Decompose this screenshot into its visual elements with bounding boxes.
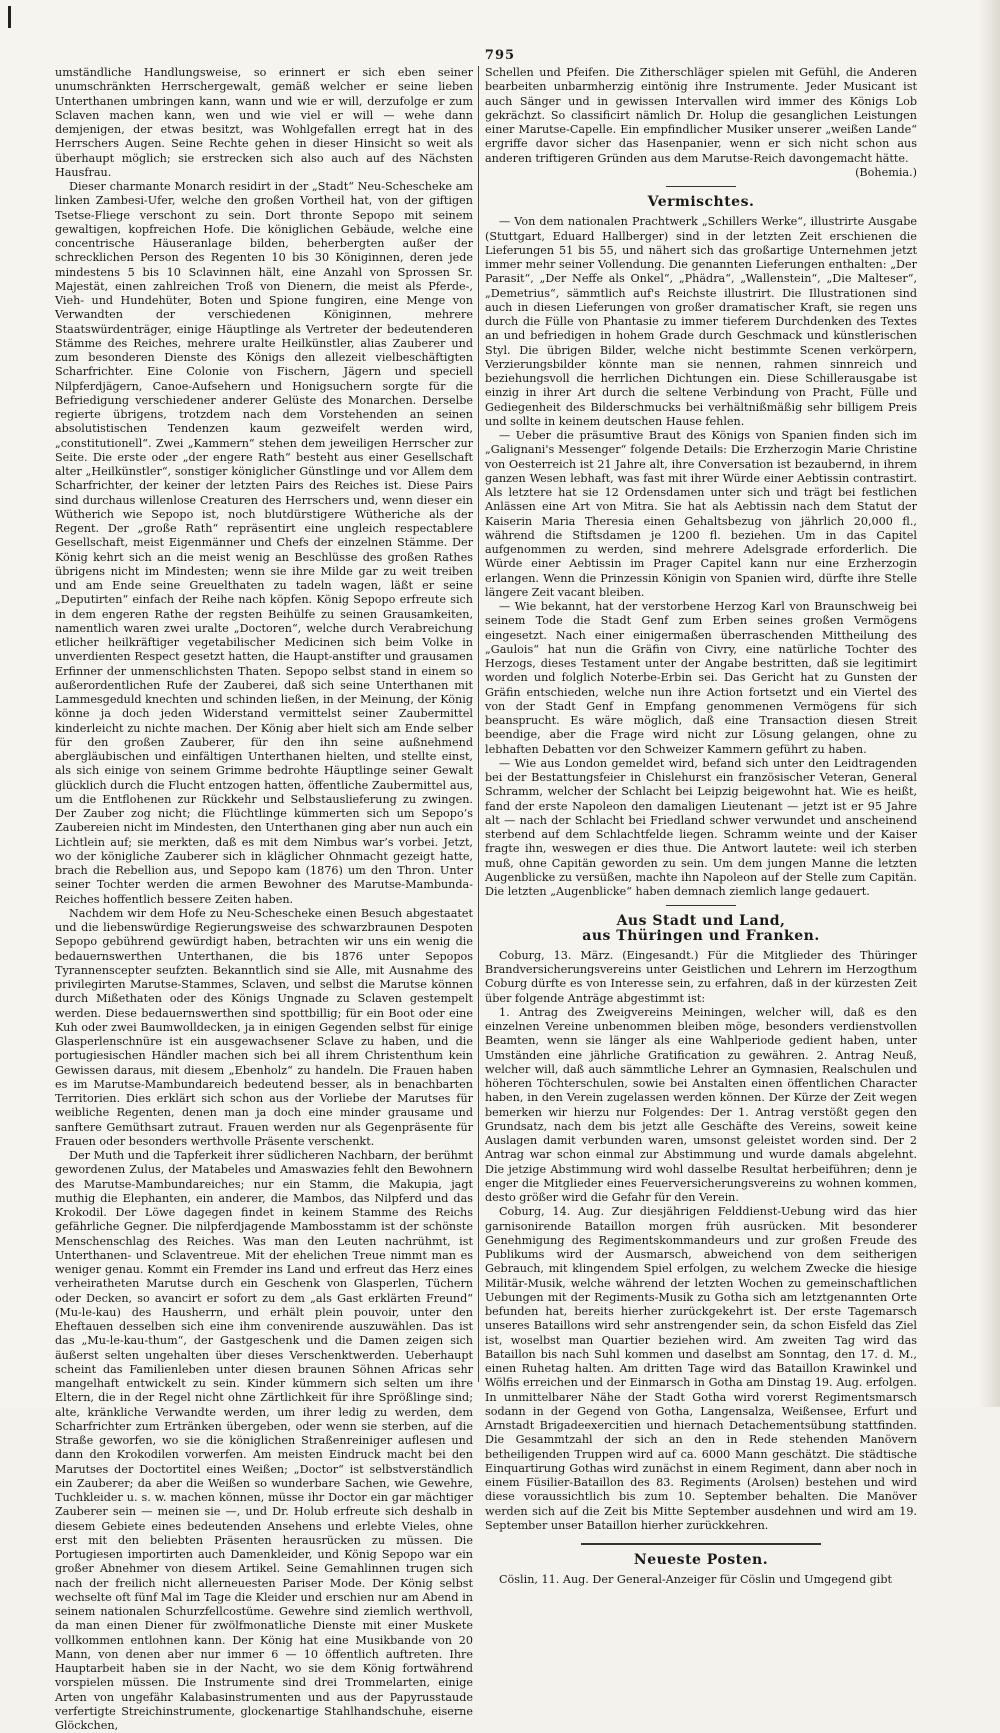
news-item: — Wie bekannt, hat der verstorbene Herzog Karl von Braunschweig bei seinem Tode die Stadt Genf zum Erben seines großen Vermögens eingesetzt. Nach einer einigermaßen überraschenden Mittheilung des „Gaulois“ hat nun die Gräfin von Civry, eine natürliche Tochter des Herzogs, dieses Testament unter der Angabe bestritten, daß sie legitimirt worden und folglich Noterbe-Erbin sei. Das Gericht hat zu Gunsten der Gräfin entschieden, welche nun ihre Action fortsetzt und ein Viertel des von der Stadt Genf in Empfang genommenen Vermögens für sich beansprucht. Es wäre möglich, daß eine Transaction diesen Streit beendige, aber die Frage wird nicht zur Lösung gelangen, ohne zu lebhaften Debatten vor den Schweizer Kammern geführt zu haben. [485, 600, 917, 756]
section-rule-heavy [581, 1543, 821, 1545]
right-intro-paragraph: Schellen und Pfeifen. Die Zitherschläger spielen mit Gefühl, die Anderen bearbeiten unbarmherzig eintönig ihre Instrumente. Jeder Musicant ist auch Sänger und in gewissen Intervallen wird immer des Königs Lob gekrächzt. So classificirt nämlich Dr. Holup die gesanglichen Leistungen einer Marutse-Capelle. Ein empfindlicher Musiker unserer „weißen Lande“ ergriffe davor sicher das Hasenpanier, wenn er sich nicht schon aus anderen triftigeren Gründen aus dem Marutse-Reich davongemacht hätte. [485, 66, 917, 165]
section-title-vermischtes: Vermischtes. [647, 194, 755, 210]
left-paragraph: Der Muth und die Tapferkeit ihrer südlicheren Nachbarn, der berühmt gewordenen Zulus, der Matabeles und Amaswazies fehlt den Bewohnern des Marutse-Mambundareiches; nur ein Stamm, die Makupia, jagt muthig die Elephanten, ein anderer, die Mambos, das Nilpferd und das Krokodil. Der Löwe dagegen findet in keinem Stamme des Reichs gefährliche Gegner. Die nilpferdjagende Mambosstamm ist der schönste Menschenschlag des Reiches. Was man den Leuten nachrühmt, ist Unterthanen- und Sclaventreue. Mit der ehelichen Treue nimmt man es weniger genau. Kommt ein Fremder ins Land und erfreut das Herz eines verheiratheten Marutse durch ein Geschenk von Glasperlen, Tüchern oder Decken, so avancirt er sofort zu dem „als Gast erklärten Freund“ (Mu-le-kau) des Hausherrn, und erhält plein pouvoir, unter den Eheftauen desselben sich eine ihm convenirende auszuwählen. Das ist das „Mu-le-kau-thum“, der Gastgeschenk und die Damen zeigen sich äußerst selten ungehalten über dieses Verschenktwerden. Ueberhaupt scheint das Familienleben unter diesen braunen Söhnen Africas sehr mangelhaft entwickelt zu sein. Kinder kümmern sich selten um ihre Eltern, die in der Regel nicht ohne Zärtlichkeit für ihre Sprößlinge sind; alte, kränkliche Verwandte werden, um ihrer ledig zu werden, dem Scharfrichter zum Ertränken übergeben, oder wenn sie sterben, auf die Straße geworfen, wo sie die königlichen Straßenreiniger auflesen und dann den Krokodilen vorwerfen. Am meisten Eindruck macht bei den Marutses der Doctortitel eines Weißen; „Doctor“ ist selbstverständlich ein Zauberer; da aber die Weißen so wunderbare Sachen, wie Gewehre, Tuchkleider u. s. w. machen können, müsse ihr Doctor ein gar mächtiger Zauberer sein — meinen sie —, und Dr. Holub erfreute sich deshalb in diesem Gebiete eines bedeutenden Ansehens und erlebte Vieles, ohne erst mit den beliebten Präsenten herausrücken zu müssen. Die Portugiesen importirten auch Damenkleider, und König Sepopo war ein großer Abnehmer von diesem Artikel. Seine Gemahlinnen trugen sich nach der freilich nicht allerneuesten Pariser Mode. Der König selbst wechselte oft fünf Mal im Tage die Kleider und erschien nur am Abend in seinem nationalen Schurzfellcostüme. Gewehre sind ziemlich werthvoll, da man einen Diener für zwölfmonatliche Dienste mit einer Muskete vollkommen entlohnen kann. Der König hat eine Musikbande von 20 Mann, von denen aber nur immer 6 — 10 öffentlich auftreten. Ihre Hauptarbeit haben sie in der Nacht, wo sie dem König fortwährend vorspielen müssen. Die Instrumente sind drei Trommelarten, einige Arten von ungefähr Kalabasinstrumenten und aus der Papyrusstaude verfertigte Streichinstrumente, glockenartige Stahlhandschuhe, eiserne Glöckchen, [55, 1149, 473, 1732]
news-item: 1. Antrag des Zweigvereins Meiningen, welcher will, daß es den einzelnen Vereine unbenommen bleiben möge, besonders verdienstvollen Beamten, wenn sie länger als eine Wahlperiode gedient haben, unter Umständen eine jährliche Gratification zu gewähren. 2. Antrag Neuß, welcher will, daß auch sämmtliche Lehrer an Gymnasien, Realschulen und höheren Töchterschulen, sowie bei Anstalten einen öffentlichen Character haben, in den Verein zugelassen werden können. Der Kürze der Zeit wegen bemerken wir hierzu nur Folgendes: Der 1. Antrag verstößt gegen den Grundsatz, nach dem bis jetzt alle Geschäfte des Vereins, soweit keine Auslagen damit verbunden waren, umsonst geleistet worden sind. Der 2 Antrag war schon einmal zur Abstimmung und wurde damals abgelehnt. Die jetzige Abstimmung wird wohl dasselbe Resultat herbeiführen; denn je enger die Mitglieder eines Feuerversicherungsvereins zu wohnen kommen, desto größer wird die Gefahr für den Verein. [485, 1005, 917, 1204]
section-title-thueringen: aus Thüringen und Franken. [582, 927, 820, 944]
news-item: Coburg, 14. Aug. Zur diesjährigen Felddienst-Uebung wird das hier garnisonirende Bataillon morgen früh ausrücken. Mit besonderer Genehmigung des Regimentskommandeurs und zur großen Freude des Publikums wird der Ausmarsch, abweichend von dem seitherigen Gebrauch, mit klingendem Spiel erfolgen, zu welchem Zwecke die hiesige Militär-Musik, welche während der letzten Wochen zu gemeinschaftlichen Uebungen mit der Regiments-Musik zu Gotha sich am letztgenannten Orte befunden hat, bereits hierher zurückgekehrt ist. Der erste Tagemarsch unseres Bataillons wird sehr anstrengender sein, da schon Eisfeld das Ziel ist, woselbst man Quartier beziehen wird. Am zweiten Tag wird das Bataillon bis nach Suhl kommen und daselbst am Sonntag, den 17. d. M., einen Ruhetag halten. Am dritten Tage wird das Bataillon Krawinkel und Wölfis erreichen und der Einmarsch in Gotha am Dinstag 19. Aug. erfolgen. In unmittelbarer Nähe der Stadt Gotha wird vorerst Regimentsmarsch sodann in der Gegend von Gotha, Langensalza, Weißensee, Erfurt und Arnstadt Brigadeexercitien und hiernach Detachementsübung stattfinden. Die Gesammtzahl der sich an den in Rede stehenden Manövern betheiligenden Truppen wird auf ca. 6000 Mann geschätzt. Die städtische Einquartirung Gothas wird zunächst in einem Regiment, dann aber noch in einem Füsilier-Bataillon des 83. Regiments (Arolsen) bestehen und wird diese voraussichtlich bis zum 10. September behalten. Die Manöver werden sich auf die Zeit bis Mitte September ausdehnen und wird am 19. September unser Bataillon hierher zurückkehren. [485, 1205, 917, 1532]
right-column [485, 66, 917, 1587]
left-paragraph: Nachdem wir dem Hofe zu Neu-Schescheke einen Besuch abgestaatet und die liebenswürdige Regierungsweise des schwarzbraunen Despoten Sepopo gebührend gewürdigt haben, betrachten wir uns ein wenig die bedauernswerthen Unterthanen, die bis 1876 unter Sepopos Tyrannenscepter seufzten. Bekanntlich sind sie Alle, mit Ausnahme des privilegirten Marutse-Stammes, Sclaven, und selbst die Marutse können durch Mißethaten oder des Königs Ungnade zu Sclaven gestempelt werden. Diese bedauernswerthen sind spottbillig; für ein Boot oder eine Kuh oder zwei Baumwolldecken, ja in einigen Gegenden selbst für einige Glasperlenschnüre ist ein ausgewachsener Sclave zu haben, und die portugiesischen Händler machen sich bei all ihrem Christenthum kein Gewissen daraus, mit diesem „Ebenholz“ zu handeln. Die Frauen haben es im Marutse-Mambundareich bedeutend besser, als in benachbarten Territorien. Dies erklärt sich schon aus der Vorliebe der Marutses für weibliche Regenten, denen man ja doch eine minder grausame und sanftere Gemüthsart zutraut. Frauen werden nur als Gegenpräsente für Frauen oder besonders werthvolle Präsente verschenkt. [55, 906, 473, 1148]
section-title-neueste-posten: Neueste Posten. [633, 1552, 769, 1568]
column-divider [478, 66, 479, 1382]
source-signature: (Bohemia.) [855, 165, 917, 179]
news-item: — Von dem nationalen Prachtwerk „Schillers Werke“, illustrirte Ausgabe (Stuttgart, Eduard Hallberger) sind in der letzten Zeit erschienen die Lieferungen 51 bis 55, und nähert sich das großartige Unternehmen jetzt immer mehr seiner Vollendung. Die genannten Lieferungen enthalten: „Der Parasit“, „Der Neffe als Onkel“, „Phädra“, „Wallenstein“, „Die Malteser“, „Demetrius“, sämmtlich auf's Reichste illustrirt. Die Illustrationen sind auch in diesen Lieferungen von großer dramatischer Kraft, sie regen uns durch die Fülle von Phantasie zu immer tieferem Durchdenken des Textes an und befriedigen in hohem Grade durch Geschmack und künstlerischen Styl. Die übrigen Bilder, welche nicht bestimmte Scenen verkörpern, Verzierungsbilder könnte man sie nennen, rahmen sinnreich und beziehungsvoll die herrlichen Dichtungen ein. Diese Schillerausgabe ist einzig in ihrer Art durch die seltene Verbindung von Pracht, Fülle und Gediegenheit des Bilderschmucks bei verhältnißmäßig sehr billigem Preis und sollte in keinem deutschen Hause fehlen. [485, 215, 917, 428]
section-rule [666, 186, 736, 187]
page-number: 795 [484, 48, 516, 63]
news-item: — Ueber die präsumtive Braut des Königs von Spanien finden sich im „Galignani's Messenger“ folgende Details: Die Erzherzogin Marie Christine von Oesterreich ist 21 Jahre alt, ihre Conversation ist bezaubernd, in ihrem ganzen Wesen lebhaft, was fast mit ihrer Würde einer Aebtissin contrastirt. Als letztere hat sie 12 Ordensdamen unter sich und trägt bei festlichen Anlässen eine Art von Mitra. Sie hat als Aebtissin nach dem Statut der Kaiserin Maria Theresia einen Gehaltsbezug von jährlich 20,000 fl., während die Stiftsdamen je 1200 fl. beziehen. Um in das Capitel aufgenommen zu werden, sind mehrere Adelsgrade erforderlich. Die Würde einer Aebtissin im Prager Capitel kann nur eine Erzherzogin erlangen. Wenn die Prinzessin Königin von Spanien wird, dürfte ihre Stelle längere Zeit vacant bleiben. [485, 429, 917, 599]
news-item: — Wie aus London gemeldet wird, befand sich unter den Leidtragenden bei der Bestattungsfeier in Chislehurst ein französischer Veteran, General Schramm, welcher der Schlacht bei Leipzig beigewohnt hat. Wie es heißt, fand der erste Napoleon den damaligen Lieutenant — jetzt ist er 95 Jahre alt — nach der Schlacht bei Friedland schwer verwundet und anscheinend sterbend auf dem Schlachtfelde liegen. Schramm weinte und der Kaiser fragte ihn, weswegen er dies thue. Die Antwort lautete: weil ich sterben muß, ohne Capitän geworden zu sein. Um dem jungen Manne die letzten Augenblicke zu versüßen, machte ihn Napoleon auf der Stelle zum Capitän. Die letzten „Augenblicke“ haben demnach ziemlich lange gedauert. [485, 756, 917, 898]
section-rule [666, 905, 736, 906]
binding-mark [8, 6, 11, 28]
news-item: Coburg, 13. März. (Eingesandt.) Für die Mitglieder des Thüringer Brandversicherungsvereins unter Geistlichen und Lehrern im Herzogthum Coburg dürfte es von Interesse sein, zu erfahren, daß in der kürzesten Zeit über folgende Anträge abgestimmt ist: [485, 948, 917, 1005]
left-column [55, 66, 473, 1732]
left-paragraph: umständliche Handlungsweise, so erinnert er sich eben seiner unumschränkten Herrschergewalt, gemäß welcher er seine lieben Unterthanen umbringen kann, wann und wie er will, derzufolge er zum Sclaven machen kann, wen und wie viel er will — wehe dann demjenigen, der etwas besitzt, was Wohlgefallen erregt hat in des Herrschers Augen. Seine Rechte gehen in dieser Hinsicht so weit als überhaupt möglich; sie erstrecken sich also auch auf des Nächsten Hausfrau. [55, 66, 473, 179]
page-edge-shadow [978, 0, 1000, 1407]
left-paragraph: Dieser charmante Monarch residirt in der „Stadt“ Neu-Schescheke am linken Zambesi-Ufer, welche den großen Vortheil hat, von der giftigen Tsetse-Fliege verschont zu sein. Dort thronte Sepopo mit seinem gewaltigen, kopfreichen Hofe. Die königlichen Gebäude, welche eine concentrische Häuseranlage bilden, beherbergten außer der schrecklichen Person des Regenten 10 bis 30 Königinnen, deren jede mindestens 5 bis 10 Sclavinnen hält, eine Anzahl von Sprossen Sr. Majestät, einen zahlreichen Troß von Dienern, die meist als Pferde-, Vieh- und Hundehüter, Boten und Spione fungiren, eine Menge von Verwandten der verschiedenen Königinnen, mehrere Staatswürdenträger, einige Häuptlinge als Vertreter der bedeutenderen Stämme des Reiches, mehrere uralte Heilkünstler, alias Zauberer und zum besonderen Dienste des Königs den allezeit vielbeschäftigten Scharfrichter. Eine Colonie von Fischern, Jägern und speciell Nilpferdjägern, Canoe-Aufsehern und Honigsuchern sorgte für die Befriedigung verschiedener anderer Gelüste des Monarchen. Derselbe regierte übrigens, trotzdem nach dem Vorstehenden an seinen absolutistischen Tendenzen kaum gezweifelt werden wird, „constitutionell“. Zwei „Kammern“ stehen dem jeweiligen Herrscher zur Seite. Die erste oder „der engere Rath“ besteht aus einer Gesellschaft alter „Heilkünstler“, sonstiger königlicher Günstlinge und vor Allem dem Scharfrichter, der keiner der letzten Pairs des Reiches ist. Diese Pairs sind durchaus willenlose Creaturen des Herrschers und, wenn dieser ein Wütherich wie Sepopo ist, noch blutdürstigere Wütheriche als der Regent. Der „große Rath“ repräsentirt eine ungleich respectablere Gesellschaft, meist Eigenmänner und Chefs der einzelnen Stämme. Der König kehrt sich an die meist wenig an Beschlüsse des großen Rathes übrigens nicht im Mindesten; wenn sie ihre Milde gar zu weit treiben und am Ende seine Greuelthaten zu tadeln wagen, läßt er seine „Deputirten“ einfach der Reihe nach köpfen. König Sepopo erfreute sich in dem engeren Rathe der regsten Beihülfe zu seinen Grausamkeiten, namentlich waren zwei uralte „Doctoren“, welche durch Verabreichung etlicher heilkräftiger vegetabilischer Medicinen sich beim Volke in unverdienten Respect gesetzt hatten, die Haupt-anstifter und grausamen Erfinner der unmenschlichsten Thaten. Sepopo selbst stand in einem so außerordentlichen Rufe der Zauberei, daß sich seine Unterthanen mit Lammesgeduld knechten und schinden ließen, in der Meinung, der König könne ja doch jeden Widerstand vermittelst seiner Zaubermittel kinderleicht zu nichte machen. Der König aber hielt sich am Ende selber für den großen Zauberer, für den ihn seine außnehmend abergläubischen und einfältigen Unterthanen hielten, und stellte einst, als sich einige von seinem Grimme bedrohte Häuptlinge seiner Gewalt glücklich durch die Flucht entzogen hatten, öffentliche Zaubermittel aus, um die Entflohenen zur Rückkehr und Selbstauslieferung zu zwingen. Der Zauber zog nicht; die Flüchtlinge kümmerten sich um Sepopo’s Zaubereien nicht im Mindesten, den Unterthanen ging aber nun auch ein Lichtlein auf; sie merkten, daß es mit dem Nimbus war’s vorbei. Jetzt, wo der königliche Zauberer sich in kläglicher Ohnmacht gezeigt hatte, brach die Rebellion aus, und Sepopo kam (1876) um den Thron. Unter seiner Tochter werden die armen Bewohner des Marutse-Mambunda-Reiches hoffentlich bessere Zeiten haben. [55, 180, 473, 906]
section-title-stadt-land: Aus Stadt und Land, [616, 913, 786, 930]
news-item: Cöslin, 11. Aug. Der General-Anzeiger für Cöslin und Umgegend gibt [499, 1573, 892, 1587]
